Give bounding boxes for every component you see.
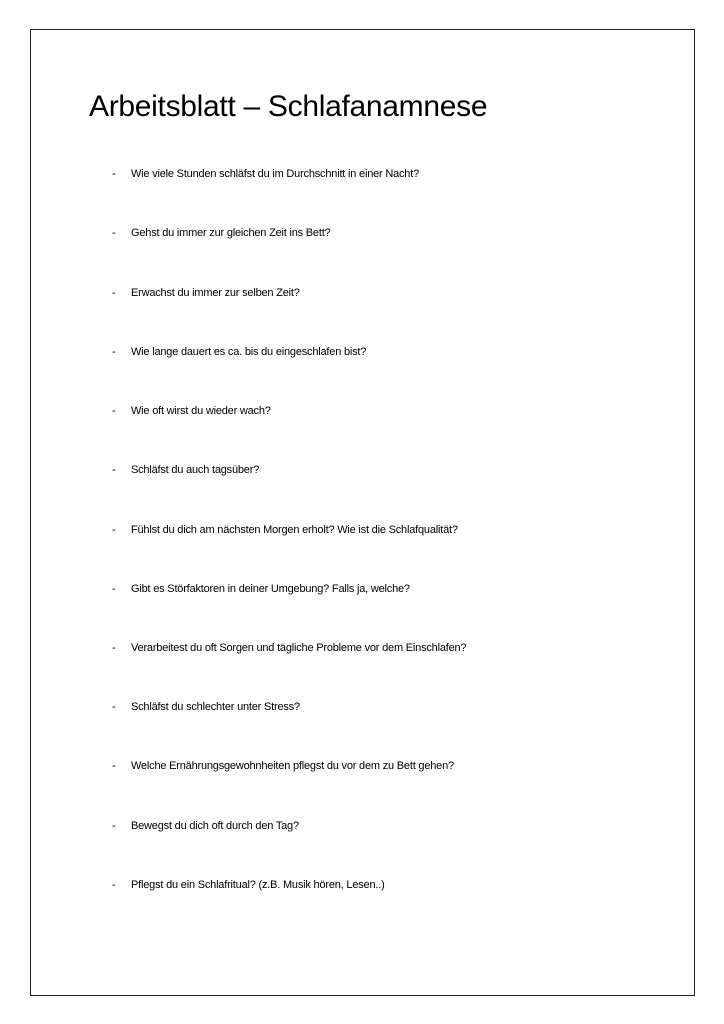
bullet-dash: - — [112, 583, 116, 595]
question-text: Wie viele Stunden schläfst du im Durchschnitt in einer Nacht? — [131, 168, 419, 180]
bullet-dash: - — [112, 287, 116, 299]
question-text: Pflegst du ein Schlafritual? (z.B. Musik hören, Lesen..) — [131, 879, 385, 891]
bullet-dash: - — [112, 524, 116, 536]
question-text: Gibt es Störfaktoren in deiner Umgebung? Falls ja, welche? — [131, 583, 410, 595]
question-text: Verarbeitest du oft Sorgen und tägliche Probleme vor dem Einschlafen? — [131, 642, 467, 654]
question-text: Erwachst du immer zur selben Zeit? — [131, 287, 300, 299]
question-text: Wie oft wirst du wieder wach? — [131, 405, 271, 417]
bullet-dash: - — [112, 405, 116, 417]
question-text: Schläfst du auch tagsüber? — [131, 464, 260, 476]
question-text: Bewegst du dich oft durch den Tag? — [131, 820, 299, 832]
bullet-dash: - — [112, 820, 116, 832]
bullet-dash: - — [112, 346, 116, 358]
bullet-dash: - — [112, 879, 116, 891]
question-text: Welche Ernährungsgewohnheiten pflegst du vor dem zu Bett gehen? — [131, 760, 454, 772]
bullet-dash: - — [112, 642, 116, 654]
bullet-dash: - — [112, 168, 116, 180]
bullet-dash: - — [112, 227, 116, 239]
bullet-dash: - — [112, 464, 116, 476]
question-text: Schläfst du schlechter unter Stress? — [131, 701, 300, 713]
page-title: Arbeitsblatt – Schlafanamnese — [89, 90, 488, 123]
question-text: Wie lange dauert es ca. bis du eingeschlafen bist? — [131, 346, 367, 358]
question-text: Fühlst du dich am nächsten Morgen erholt? Wie ist die Schlafqualität? — [131, 524, 458, 536]
bullet-dash: - — [112, 760, 116, 772]
question-text: Gehst du immer zur gleichen Zeit ins Bett? — [131, 227, 331, 239]
bullet-dash: - — [112, 701, 116, 713]
